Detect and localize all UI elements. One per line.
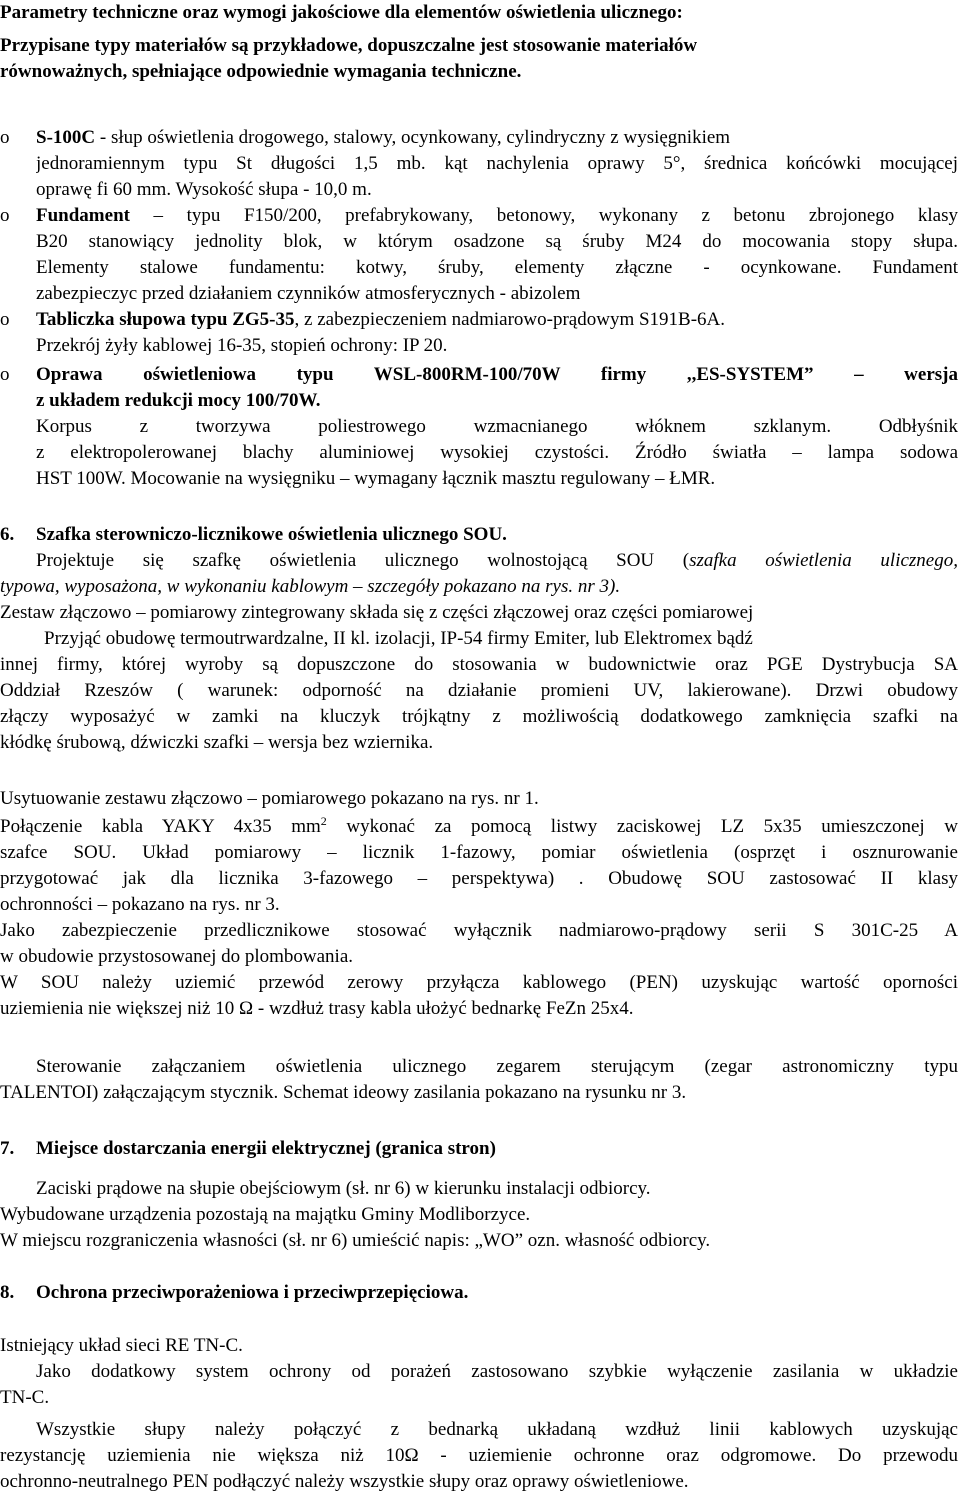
paragraph-line: Przyjąć obudowę termoutrwardzalne, II kl. izolacji, IP-54 firmy Emiter, lub Elektromex bądź [44, 628, 753, 649]
paragraph-line: ochronności – pokazano na rys. nr 3. [0, 894, 280, 915]
oprawa-text: z elektropolerowanej blachy aluminiowej wysokiej czystości. Źródło światła – lampa sodowa [36, 442, 958, 463]
paragraph-line: Jako zabezpieczenie przedlicznikowe stosować wyłącznik nadmiarowo-prądowy serii S 301C-25 A [0, 920, 958, 941]
tabliczka-label: Tabliczka słupowa typu ZG5-35 [36, 309, 295, 330]
paragraph-line: Oddział Rzeszów ( warunek: odporność na działanie promieni UV, lakierowane). Drzwi obudowy [0, 680, 958, 701]
paragraph-line: Wszystkie słupy należy połączyć z bednarką układaną wzdłuż linii kablowych uzyskując [36, 1419, 958, 1440]
section-number: 8. [0, 1282, 15, 1303]
bullet-marker: o [0, 127, 10, 148]
bullet-marker: o [0, 205, 10, 226]
paragraph-line: rezystancję uziemienia nie większa niż 10Ω - uziemienie ochronne oraz odgromowe. Do przewodu [0, 1445, 958, 1466]
section-number: 7. [0, 1138, 15, 1159]
oprawa-label: z układem redukcji mocy 100/70W. [36, 390, 321, 411]
paragraph-line: kłódkę śrubową, dźwiczki szafki – wersja bez wziernika. [0, 732, 434, 753]
paragraph-line: TALENTOI) załączającym stycznik. Schemat ideowy zasilania pokazano na rysunku nr 3. [0, 1082, 687, 1103]
paragraph-line: szafce SOU. Układ pomiarowy – licznik 1-fazowy, pomiar oświetlenia (osprzęt i osznurowanie [0, 842, 958, 863]
bullet-marker: o [0, 364, 10, 385]
section-heading: Szafka sterowniczo-licznikowe oświetlenia ulicznego SOU. [36, 524, 507, 545]
paragraph-line [36, 548, 958, 574]
tabliczka-text: , z zabezpieczeniem nadmiarowo-prądowym S191B-6A. [294, 309, 726, 330]
tabliczka-item [36, 307, 958, 333]
paragraph-text: Połączenie kabla YAKY 4x35 mm [0, 816, 321, 837]
paragraph-line: Zaciski prądowe na słupie obejściowym (sł. nr 6) w kierunku instalacji odbiorcy. [36, 1178, 651, 1199]
paragraph-line: Jako dodatkowy system ochrony od porażeń zastosowano szybkie wyłączenie zasilania w układzie [36, 1361, 958, 1382]
document-title: Parametry techniczne oraz wymogi jakościowe dla elementów oświetlenia ulicznego: [0, 2, 683, 23]
paragraph-italic-text: szafka oświetlenia ulicznego, [689, 550, 958, 571]
fundament-text: zabezpieczyc przed działaniem czynników atmosferycznych - abizolem [36, 283, 581, 304]
s100c-item [36, 125, 958, 151]
oprawa-text: Korpus z tworzywa poliestrowego wzmacnianego włóknem szklanym. Odbłyśnik [36, 416, 958, 437]
fundament-item [36, 203, 958, 229]
oprawa-text: HST 100W. Mocowanie na wysięgniku – wymagany łącznik masztu regulowany – ŁMR. [36, 468, 716, 489]
materials-note-line: Przypisane typy materiałów są przykładowe, dopuszczalne jest stosowanie materiałów [0, 35, 698, 56]
fundament-text: B20 stanowiący jednolity blok, w którym osadzone są śruby M24 do mocowania stopy słupa. [36, 231, 958, 252]
section-heading: Miejsce dostarczania energii elektrycznej (granica stron) [36, 1138, 496, 1159]
oprawa-label: Oprawa oświetleniowa typu WSL-800RM-100/70W firmy ,,ES-SYSTEM” – wersja [36, 364, 958, 385]
fundament-text: – typu F150/200, prefabrykowany, betonowy, wykonany z betonu zbrojonego klasy [129, 205, 958, 226]
materials-note-line: równoważnych, spełniające odpowiednie wymagania techniczne. [0, 61, 522, 82]
paragraph-line: przygotować jak dla licznika 3-fazowego – perspektywa) . Obudowę SOU zastosować II klasy [0, 868, 958, 889]
paragraph-line: innej firmy, której wyroby są dopuszczone do stosowania w budownictwie oraz PGE Dystrybucja SA [0, 654, 958, 675]
paragraph-line: Istniejący układ sieci RE TN-C. [0, 1335, 243, 1356]
tabliczka-text: Przekrój żyły kablowej 16-35, stopień ochrony: IP 20. [36, 335, 448, 356]
fundament-text: Elementy stalowe fundamentu: kotwy, śruby, elementy złączne - ocynkowane. Fundament [36, 257, 958, 278]
section-heading: Ochrona przeciwporażeniowa i przeciwprzepięciowa. [36, 1282, 469, 1303]
s100c-text: jednoramiennym typu St długości 1,5 mb. kąt nachylenia oprawy 5°, średnica końcówki mocującej [36, 153, 958, 174]
paragraph-line: W miejscu rozgraniczenia własności (sł. nr 6) umieścić napis: „WO” ozn. własność odbiorcy. [0, 1230, 711, 1251]
paragraph-line: Usytuowanie zestawu złączowo – pomiarowego pokazano na rys. nr 1. [0, 788, 539, 809]
paragraph-line: Zestaw złączowo – pomiarowy zintegrowany składa się z części złączowej oraz części pomiarowej [0, 602, 754, 623]
paragraph-line: w obudowie przystosowanej do plombowania. [0, 946, 354, 967]
paragraph-line: TN-C. [0, 1387, 50, 1408]
section-number: 6. [0, 524, 15, 545]
paragraph-line: Sterowanie załączaniem oświetlenia ulicznego zegarem sterującym (zegar astronomiczny typu [36, 1056, 958, 1077]
paragraph-line: uziemienia nie większej niż 10 Ω - wzdłuż trasy kabla ułożyć bednarkę FeZn 25x4. [0, 998, 634, 1019]
bullet-marker: o [0, 309, 10, 330]
superscript: 2 [320, 814, 327, 828]
s100c-text: oprawę fi 60 mm. Wysokość słupa - 10,0 m. [36, 179, 372, 200]
paragraph-line: Wybudowane urządzenia pozostają na majątku Gminy Modliborzyce. [0, 1204, 531, 1225]
paragraph-line: złączy wyposażyć w zamki na kluczyk trójkątny z możliwością dodatkowego zamknięcia szafki na [0, 706, 958, 727]
s100c-label: S-100C [36, 127, 96, 148]
paragraph-text: Projektuje się szafkę oświetlenia ulicznego wolnostojącą SOU ( [36, 550, 690, 571]
paragraph-text: wykonać za pomocą listwy zaciskowej LZ 5x35 umieszczonej w [326, 816, 958, 837]
s100c-text: - słup oświetlenia drogowego, stalowy, ocynkowany, cylindryczny z wysięgnikiem [95, 127, 731, 148]
paragraph-line: ochronno-neutralnego PEN podłączyć należy wszystkie słupy oraz oprawy oświetleniowe. [0, 1471, 689, 1492]
paragraph-line: typowa, wyposażona, w wykonaniu kablowym – szczegóły pokazano na rys. nr 3). [0, 576, 621, 597]
paragraph-line: W SOU należy uziemić przewód zerowy przyłącza kablowego (PEN) uzyskując wartość oporności [0, 972, 958, 993]
fundament-label: Fundament [36, 205, 130, 226]
paragraph-line [0, 814, 958, 840]
